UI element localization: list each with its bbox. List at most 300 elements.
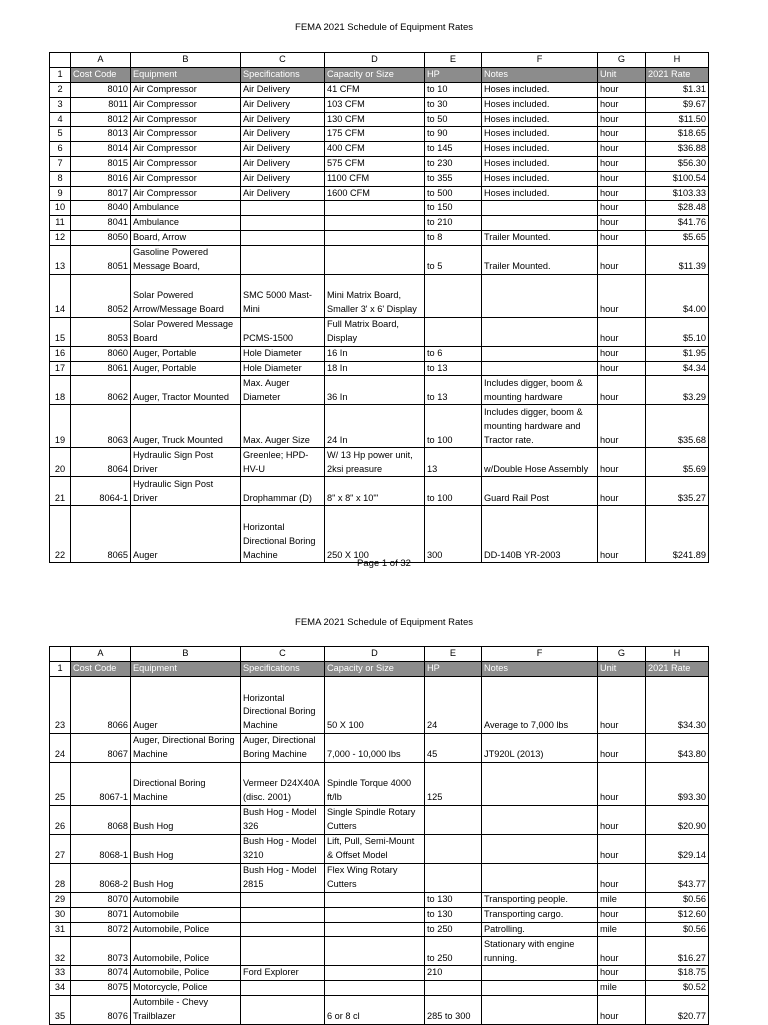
unit-cell: hour: [598, 677, 646, 734]
notes-cell: Guard Rail Post: [482, 477, 598, 506]
hp-cell: [425, 864, 482, 893]
row-number-cell: 14: [50, 274, 71, 317]
page-1-footer: Page 1 of 32: [357, 558, 411, 569]
notes-cell: [482, 274, 598, 317]
notes-cell: Trailer Mounted.: [482, 245, 598, 274]
capacity-cell: Spindle Torque 4000 ft/lb: [325, 763, 425, 806]
cost-code-cell: 8013: [71, 127, 131, 142]
notes-cell: Includes digger, boom & mounting hardware: [482, 376, 598, 405]
equipment-cell: Automobile: [131, 893, 241, 908]
column-letter: [50, 647, 71, 662]
capacity-cell: 24 In: [325, 405, 425, 448]
equipment-cell: Bush Hog: [131, 864, 241, 893]
unit-cell: hour: [598, 376, 646, 405]
table-row: [50, 995, 709, 1024]
hp-cell: to 230: [425, 156, 482, 171]
specifications-cell: Air Delivery: [241, 156, 325, 171]
rate-cell: $1.31: [646, 83, 709, 98]
unit-cell: hour: [598, 763, 646, 806]
unit-cell: hour: [598, 127, 646, 142]
table-row: [50, 201, 709, 216]
notes-cell: Patrolling.: [482, 922, 598, 937]
row-number-cell: 9: [50, 186, 71, 201]
cost-code-cell: 8015: [71, 156, 131, 171]
specifications-cell: Air Delivery: [241, 127, 325, 142]
notes-cell: [482, 864, 598, 893]
hp-cell: to 210: [425, 216, 482, 231]
equipment-cell: Air Compressor: [131, 171, 241, 186]
column-header: 2021 Rate: [646, 68, 709, 83]
column-letter: B: [131, 647, 241, 662]
hp-cell: to 50: [425, 112, 482, 127]
capacity-cell: 16 In: [325, 346, 425, 361]
table-row: [50, 448, 709, 477]
capacity-cell: 575 CFM: [325, 156, 425, 171]
row-number-cell: 2: [50, 83, 71, 98]
column-letter: F: [482, 647, 598, 662]
notes-cell: Transporting cargo.: [482, 907, 598, 922]
column-header: Unit: [598, 68, 646, 83]
cost-code-cell: 8052: [71, 274, 131, 317]
equipment-cell: Automobile, Police: [131, 922, 241, 937]
rate-cell: $20.90: [646, 806, 709, 835]
notes-cell: Trailer Mounted.: [482, 230, 598, 245]
cost-code-cell: 8017: [71, 186, 131, 201]
notes-cell: [482, 806, 598, 835]
cost-code-cell: 8068-2: [71, 864, 131, 893]
capacity-cell: Lift, Pull, Semi-Mount & Offset Model: [325, 835, 425, 864]
specifications-cell: [241, 216, 325, 231]
hp-cell: [425, 835, 482, 864]
rate-cell: $18.75: [646, 966, 709, 981]
capacity-cell: Mini Matrix Board, Smaller 3' x 6' Display: [325, 274, 425, 317]
cost-code-cell: 8051: [71, 245, 131, 274]
column-header: Equipment: [131, 68, 241, 83]
rate-cell: $1.95: [646, 346, 709, 361]
specifications-cell: Max. Auger Diameter: [241, 376, 325, 405]
unit-cell: mile: [598, 981, 646, 996]
capacity-cell: [325, 893, 425, 908]
specifications-cell: [241, 907, 325, 922]
unit-cell: hour: [598, 966, 646, 981]
rate-cell: $103.33: [646, 186, 709, 201]
notes-cell: [482, 317, 598, 346]
cost-code-cell: 8073: [71, 937, 131, 966]
hp-cell: to 130: [425, 907, 482, 922]
table-row: [50, 317, 709, 346]
hp-cell: [425, 274, 482, 317]
row-number-cell: 23: [50, 677, 71, 734]
unit-cell: hour: [598, 405, 646, 448]
unit-cell: hour: [598, 835, 646, 864]
cost-code-cell: 8040: [71, 201, 131, 216]
column-header: HP: [425, 68, 482, 83]
hp-cell: [425, 317, 482, 346]
unit-cell: mile: [598, 922, 646, 937]
equipment-cell: Air Compressor: [131, 127, 241, 142]
equipment-cell: Auger: [131, 677, 241, 734]
hp-cell: to 130: [425, 893, 482, 908]
table-row: [50, 477, 709, 506]
hp-cell: to 100: [425, 405, 482, 448]
capacity-cell: 1100 CFM: [325, 171, 425, 186]
unit-cell: hour: [598, 477, 646, 506]
table-row: [50, 893, 709, 908]
specifications-cell: Bush Hog - Model 326: [241, 806, 325, 835]
equipment-cell: Air Compressor: [131, 83, 241, 98]
hp-cell: [425, 806, 482, 835]
specifications-cell: Horizontal Directional Boring Machine: [241, 506, 325, 563]
equipment-cell: Hydraulic Sign Post Driver: [131, 448, 241, 477]
specifications-cell: [241, 201, 325, 216]
cost-code-cell: 8012: [71, 112, 131, 127]
capacity-cell: 50 X 100: [325, 677, 425, 734]
specifications-cell: Ford Explorer: [241, 966, 325, 981]
notes-cell: [482, 346, 598, 361]
row-number-cell: 18: [50, 376, 71, 405]
equipment-cell: Auger, Tractor Mounted: [131, 376, 241, 405]
notes-cell: Hoses included.: [482, 171, 598, 186]
cost-code-cell: 8074: [71, 966, 131, 981]
capacity-cell: 103 CFM: [325, 97, 425, 112]
specifications-cell: Air Delivery: [241, 112, 325, 127]
capacity-cell: [325, 245, 425, 274]
column-header: Specifications: [241, 68, 325, 83]
row-number-cell: 35: [50, 995, 71, 1024]
table-row: [50, 142, 709, 157]
row-number-cell: 15: [50, 317, 71, 346]
cost-code-cell: 8071: [71, 907, 131, 922]
equipment-cell: Automobile, Police: [131, 937, 241, 966]
specifications-cell: [241, 995, 325, 1024]
cost-code-cell: 8014: [71, 142, 131, 157]
specifications-cell: Horizontal Directional Boring Machine: [241, 677, 325, 734]
table-row: [50, 922, 709, 937]
unit-cell: hour: [598, 864, 646, 893]
hp-cell: to 250: [425, 937, 482, 966]
capacity-cell: 7,000 - 10,000 lbs: [325, 734, 425, 763]
notes-cell: [482, 201, 598, 216]
hp-cell: to 5: [425, 245, 482, 274]
notes-cell: Stationary with engine running.: [482, 937, 598, 966]
rate-cell: $93.30: [646, 763, 709, 806]
column-letter: G: [598, 53, 646, 68]
table-row: [50, 216, 709, 231]
cost-code-cell: 8010: [71, 83, 131, 98]
capacity-cell: 250 X 100: [325, 506, 425, 563]
specifications-cell: Greenlee; HPD-HV-U: [241, 448, 325, 477]
unit-cell: hour: [598, 156, 646, 171]
cost-code-cell: 8065: [71, 506, 131, 563]
unit-cell: hour: [598, 361, 646, 376]
column-letter: D: [325, 53, 425, 68]
capacity-cell: 6 or 8 cl: [325, 995, 425, 1024]
cost-code-cell: 8050: [71, 230, 131, 245]
specifications-cell: Air Delivery: [241, 142, 325, 157]
column-letter-row: [50, 53, 709, 68]
cost-code-cell: 8067-1: [71, 763, 131, 806]
hp-cell: to 13: [425, 361, 482, 376]
notes-cell: DD-140B YR-2003: [482, 506, 598, 563]
capacity-cell: 130 CFM: [325, 112, 425, 127]
row-number-cell: 32: [50, 937, 71, 966]
equipment-cell: Auger: [131, 506, 241, 563]
hp-cell: to 500: [425, 186, 482, 201]
specifications-cell: Air Delivery: [241, 186, 325, 201]
equipment-cell: Autombile - Chevy Trailblazer: [131, 995, 241, 1024]
specifications-cell: [241, 893, 325, 908]
rate-cell: $12.60: [646, 907, 709, 922]
rate-cell: $56.30: [646, 156, 709, 171]
notes-cell: [482, 763, 598, 806]
column-letter: [50, 53, 71, 68]
unit-cell: hour: [598, 806, 646, 835]
row-number-cell: 7: [50, 156, 71, 171]
capacity-cell: [325, 907, 425, 922]
notes-cell: Hoses included.: [482, 112, 598, 127]
table-row: [50, 245, 709, 274]
column-header: 1: [50, 68, 71, 83]
column-header: 1: [50, 662, 71, 677]
table-row: [50, 127, 709, 142]
hp-cell: to 145: [425, 142, 482, 157]
table-row: [50, 966, 709, 981]
equipment-cell: Air Compressor: [131, 142, 241, 157]
rate-cell: $100.54: [646, 171, 709, 186]
equipment-cell: Motorcycle, Police: [131, 981, 241, 996]
cost-code-cell: 8041: [71, 216, 131, 231]
specifications-cell: [241, 937, 325, 966]
rate-cell: $36.88: [646, 142, 709, 157]
rate-cell: $11.39: [646, 245, 709, 274]
row-number-cell: 25: [50, 763, 71, 806]
capacity-cell: 175 CFM: [325, 127, 425, 142]
hp-cell: to 150: [425, 201, 482, 216]
rate-cell: $28.48: [646, 201, 709, 216]
rate-cell: $35.68: [646, 405, 709, 448]
row-number-cell: 8: [50, 171, 71, 186]
equipment-cell: Directional Boring Machine: [131, 763, 241, 806]
cost-code-cell: 8053: [71, 317, 131, 346]
notes-cell: [482, 835, 598, 864]
capacity-cell: [325, 937, 425, 966]
unit-cell: hour: [598, 186, 646, 201]
hp-cell: 125: [425, 763, 482, 806]
specifications-cell: Air Delivery: [241, 83, 325, 98]
equipment-cell: Auger, Portable: [131, 361, 241, 376]
table-row: [50, 230, 709, 245]
table-row: [50, 156, 709, 171]
cost-code-cell: 8072: [71, 922, 131, 937]
notes-cell: Transporting people.: [482, 893, 598, 908]
rate-cell: $241.89: [646, 506, 709, 563]
capacity-cell: 8" x 8" x 10"': [325, 477, 425, 506]
hp-cell: to 30: [425, 97, 482, 112]
equipment-cell: Air Compressor: [131, 97, 241, 112]
hp-cell: to 6: [425, 346, 482, 361]
rate-cell: $3.29: [646, 376, 709, 405]
row-number-cell: 16: [50, 346, 71, 361]
capacity-cell: [325, 981, 425, 996]
capacity-cell: W/ 13 Hp power unit, 2ksi preasure: [325, 448, 425, 477]
specifications-cell: Air Delivery: [241, 97, 325, 112]
column-header: Cost Code: [71, 662, 131, 677]
rate-cell: $16.27: [646, 937, 709, 966]
notes-cell: [482, 361, 598, 376]
column-letter: H: [646, 647, 709, 662]
notes-cell: [482, 995, 598, 1024]
specifications-cell: Auger, Directional Boring Machine: [241, 734, 325, 763]
capacity-cell: 400 CFM: [325, 142, 425, 157]
row-number-cell: 26: [50, 806, 71, 835]
specifications-cell: Air Delivery: [241, 171, 325, 186]
unit-cell: hour: [598, 937, 646, 966]
unit-cell: hour: [598, 734, 646, 763]
rate-cell: $43.80: [646, 734, 709, 763]
notes-cell: Hoses included.: [482, 127, 598, 142]
notes-cell: [482, 981, 598, 996]
column-letter: E: [425, 647, 482, 662]
specifications-cell: Bush Hog - Model 3210: [241, 835, 325, 864]
cost-code-cell: 8076: [71, 995, 131, 1024]
table-row: [50, 361, 709, 376]
header-row: [50, 68, 709, 83]
column-letter: H: [646, 53, 709, 68]
column-header: Capacity or Size: [325, 68, 425, 83]
capacity-cell: Flex Wing Rotary Cutters: [325, 864, 425, 893]
column-header: Capacity or Size: [325, 662, 425, 677]
row-number-cell: 10: [50, 201, 71, 216]
row-number-cell: 4: [50, 112, 71, 127]
column-letter: F: [482, 53, 598, 68]
capacity-cell: 41 CFM: [325, 83, 425, 98]
equipment-cell: Bush Hog: [131, 806, 241, 835]
table-row: [50, 405, 709, 448]
rate-cell: $34.30: [646, 677, 709, 734]
row-number-cell: 12: [50, 230, 71, 245]
column-letter: D: [325, 647, 425, 662]
capacity-cell: [325, 230, 425, 245]
column-header: Cost Code: [71, 68, 131, 83]
unit-cell: hour: [598, 907, 646, 922]
table-row: [50, 83, 709, 98]
cost-code-cell: 8075: [71, 981, 131, 996]
cost-code-cell: 8064-1: [71, 477, 131, 506]
equipment-cell: Ambulance: [131, 216, 241, 231]
table-row: [50, 907, 709, 922]
hp-cell: 24: [425, 677, 482, 734]
table-row: [50, 346, 709, 361]
row-number-cell: 31: [50, 922, 71, 937]
column-letter: C: [241, 53, 325, 68]
equipment-cell: Solar Powered Message Board: [131, 317, 241, 346]
table-row: [50, 376, 709, 405]
capacity-cell: 18 In: [325, 361, 425, 376]
notes-cell: Hoses included.: [482, 97, 598, 112]
rate-cell: $5.65: [646, 230, 709, 245]
equipment-cell: Solar Powered Arrow/Message Board: [131, 274, 241, 317]
row-number-cell: 5: [50, 127, 71, 142]
hp-cell: to 355: [425, 171, 482, 186]
equipment-cell: Bush Hog: [131, 835, 241, 864]
specifications-cell: Max. Auger Size: [241, 405, 325, 448]
equipment-cell: Board, Arrow: [131, 230, 241, 245]
unit-cell: hour: [598, 245, 646, 274]
hp-cell: to 13: [425, 376, 482, 405]
column-header: Specifications: [241, 662, 325, 677]
rate-cell: $5.69: [646, 448, 709, 477]
column-letter: A: [71, 647, 131, 662]
cost-code-cell: 8070: [71, 893, 131, 908]
cost-code-cell: 8062: [71, 376, 131, 405]
table-row: [50, 112, 709, 127]
unit-cell: hour: [598, 171, 646, 186]
equipment-cell: Auger, Portable: [131, 346, 241, 361]
specifications-cell: Hole Diameter: [241, 346, 325, 361]
cost-code-cell: 8068: [71, 806, 131, 835]
rate-cell: $5.10: [646, 317, 709, 346]
equipment-cell: Hydraulic Sign Post Driver: [131, 477, 241, 506]
specifications-cell: [241, 245, 325, 274]
column-header: Notes: [482, 68, 598, 83]
hp-cell: to 90: [425, 127, 482, 142]
hp-cell: 210: [425, 966, 482, 981]
hp-cell: 285 to 300: [425, 995, 482, 1024]
capacity-cell: Full Matrix Board, Display: [325, 317, 425, 346]
table-row: [50, 763, 709, 806]
table-row: [50, 835, 709, 864]
column-header: Equipment: [131, 662, 241, 677]
specifications-cell: SMC 5000 Mast-Mini: [241, 274, 325, 317]
row-number-cell: 13: [50, 245, 71, 274]
equipment-cell: Auger, Truck Mounted: [131, 405, 241, 448]
cost-code-cell: 8063: [71, 405, 131, 448]
equipment-cell: Automobile, Police: [131, 966, 241, 981]
specifications-cell: [241, 922, 325, 937]
equipment-cell: Auger, Directional Boring Machine: [131, 734, 241, 763]
page-2-title: FEMA 2021 Schedule of Equipment Rates: [295, 617, 473, 628]
rate-cell: $0.56: [646, 893, 709, 908]
cost-code-cell: 8060: [71, 346, 131, 361]
table-row: [50, 864, 709, 893]
hp-cell: 13: [425, 448, 482, 477]
equipment-cell: Air Compressor: [131, 186, 241, 201]
column-letter: C: [241, 647, 325, 662]
row-number-cell: 33: [50, 966, 71, 981]
cost-code-cell: 8061: [71, 361, 131, 376]
row-number-cell: 27: [50, 835, 71, 864]
unit-cell: hour: [598, 995, 646, 1024]
rate-cell: $43.77: [646, 864, 709, 893]
table-row: [50, 937, 709, 966]
row-number-cell: 22: [50, 506, 71, 563]
column-letter: G: [598, 647, 646, 662]
row-number-cell: 24: [50, 734, 71, 763]
unit-cell: hour: [598, 448, 646, 477]
equipment-cell: Gasoline Powered Message Board,: [131, 245, 241, 274]
table-row: [50, 186, 709, 201]
column-header: 2021 Rate: [646, 662, 709, 677]
unit-cell: hour: [598, 506, 646, 563]
table-row: [50, 806, 709, 835]
capacity-cell: [325, 922, 425, 937]
unit-cell: hour: [598, 142, 646, 157]
capacity-cell: Single Spindle Rotary Cutters: [325, 806, 425, 835]
row-number-cell: 17: [50, 361, 71, 376]
cost-code-cell: 8016: [71, 171, 131, 186]
equipment-cell: Air Compressor: [131, 112, 241, 127]
hp-cell: 45: [425, 734, 482, 763]
